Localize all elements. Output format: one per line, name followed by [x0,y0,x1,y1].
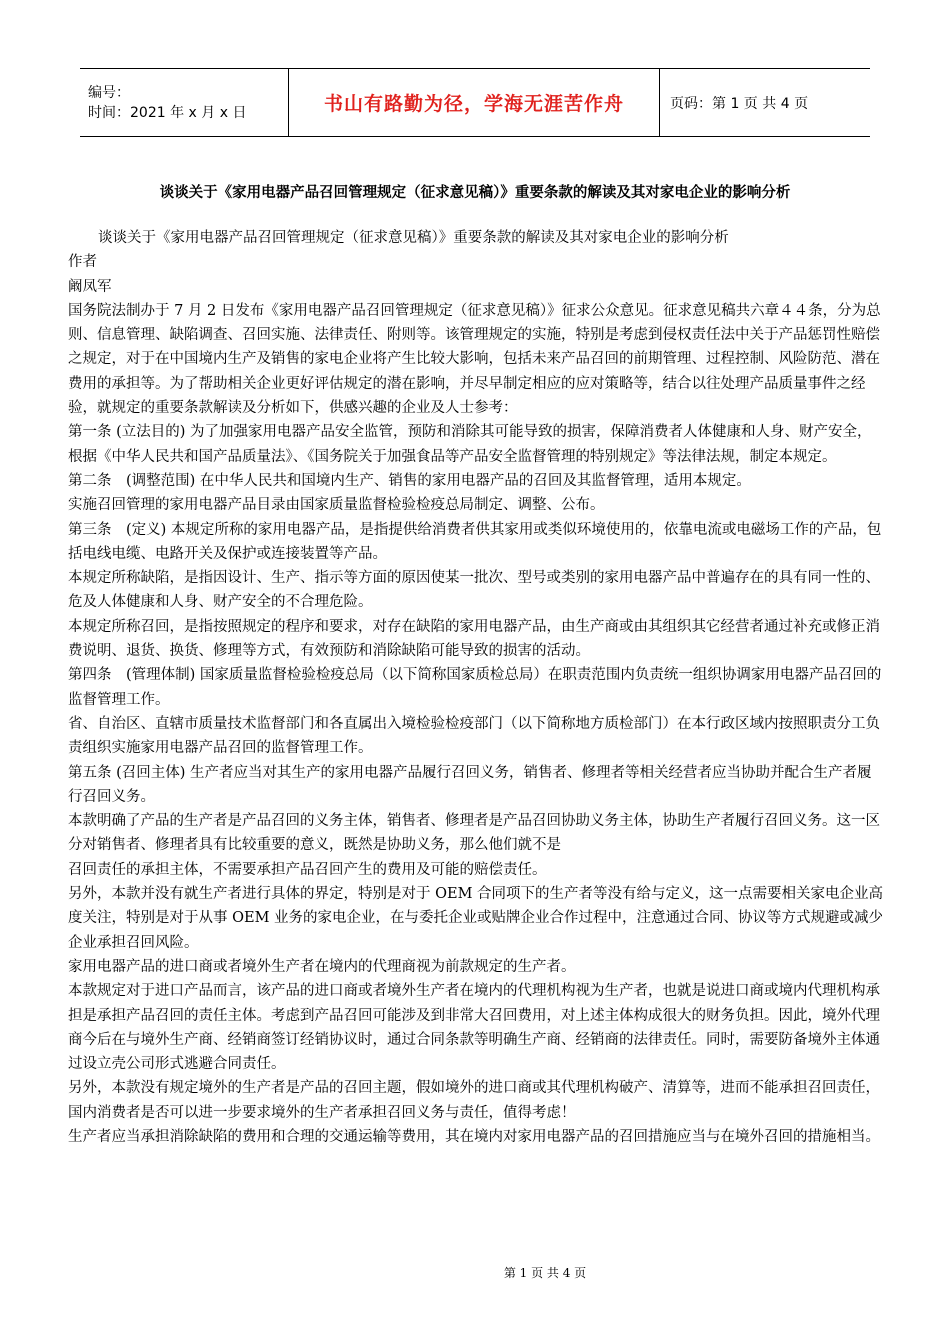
header-page-cell [660,69,870,136]
paragraph: 第五条 (召回主体) 生产者应当对其生产的家用电器产品履行召回义务，销售者、修理者等相关经营者应当协助并配合生产者履行召回义务。 [68,764,872,805]
paragraph: 第一条 (立法目的) 为了加强家用电器产品安全监管，预防和消除其可能导致的损害，保障消费者人体健康和人身、财产安全，根据《中华人民共和国产品质量法》、《国务院关于加强食品等产品安全监督管理的特别规定》等法律法规，制定本规定。 [68,424,872,465]
paragraph: 家用电器产品的进口商或者境外生产者在境内的代理商视为前款规定的生产者。 [68,958,576,975]
document-number-label: 编号： [88,84,130,101]
paragraph: 阚凤军 [68,278,112,295]
paragraph: 本规定所称召回，是指按照规定的程序和要求，对存在缺陷的家用电器产品，由生产商或由其组织其它经营者通过补充或修正消费说明、退货、换货、修理等方式，有效预防和消除缺陷可能导致的损害的活动。 [68,618,880,660]
paragraph: 本规定所称缺陷，是指因设计、生产、指示等方面的原因使某一批次、型号或类别的家用电器产品中普遍存在的具有同一性的、危及人体健康和人身、财产安全的不合理危险。 [68,570,880,611]
paragraph: 作者 [68,254,97,271]
header-meta [80,69,289,136]
page-number-label: 页码：第 1 页 共 4 页 [670,95,809,112]
paragraph: 实施召回管理的家用电器产品目录由国家质量监督检验检疫总局制定、调整、公布。 [68,497,605,514]
paragraph: 第二条 (调整范围) 在中华人民共和国境内生产、销售的家用电器产品的召回及其监督管理，适用本规定。 [68,472,751,489]
document-time-label: 时间：2021 年 x 月 x 日 [88,104,247,121]
paragraph: 第四条 (管理体制) 国家质量监督检验检疫总局（以下简称国家质检总局）在职责范围内负责统一组织协调家用电器产品召回的监督管理工作。 [68,667,882,708]
paragraph: 谈谈关于《家用电器产品召回管理规定（征求意见稿）》重要条款的解读及其对家电企业的影响分析 [98,230,729,246]
paragraph: 省、自治区、直辖市质量技术监督部门和各直属出入境检验检疫部门（以下简称地方质检部门）在本行政区域内按照职责分工负责组织实施家用电器产品召回的监督管理工作。 [68,715,880,757]
page-footer: 第 1 页 共 4 页 [503,1266,587,1280]
paragraph: 生产者应当承担消除缺陷的费用和合理的交通运输等费用，其在境内对家用电器产品的召回措施应当与在境外召回的措施相当。 [68,1128,880,1145]
page-header [80,68,870,137]
document-title: 谈谈关于《家用电器产品召回管理规定（征求意见稿）》重要条款的解读及其对家电企业的影响分析 [159,184,791,201]
paragraph: 国务院法制办于 7 月 2 日发布《家用电器产品召回管理规定（征求意见稿）》征求公众意见。征求意见稿共六章４４条，分为总则、信息管理、缺陷调查、召回实施、法律责任、附则等。该管理规定的实施，特别是考虑到侵权责任法中关于产品惩罚性赔偿之规定，对于在中国境内生产及销售的家电企业将产生比较大影响，包括未来产品召回的前期管理、过程控制、风险防范、潜在费用的承担等。为了帮助相关企业更好评估规定的潜在影响，并尽早制定相应的应对策略等，结合以往处理产品质量事件之经验，就规定的重要条款解读及分析如下，供感兴趣的企业及人士参考： [68,302,881,417]
paragraph: 召回责任的承担主体，不需要承担产品召回产生的费用及可能的赔偿责任。 [68,861,547,878]
header-motto-cell [289,69,660,136]
paragraph: 另外，本款没有规定境外的生产者是产品的召回主题，假如境外的进口商或其代理机构破产、清算等，进而不能承担召回责任，国内消费者是否可以进一步要求境外的生产者承担召回义务与责任，值得考虑！ [68,1080,880,1121]
paragraph: 本款规定对于进口产品而言，该产品的进口商或者境外生产者在境内的代理机构视为生产者，也就是说进口商或境内代理机构承担是承担产品召回的责任主体。考虑到产品召回可能涉及到非常大召回费用，对上述主体构成很大的财务负担。因此，境外代理商今后在与境外生产商、经销商签订经销协议时，通过合同条款等明确生产商、经销商的法律责任。同时，需要防备境外主体通过设立壳公司形式逃避合同责任。 [68,983,880,1073]
paragraph: 第三条 (定义) 本规定所称的家用电器产品，是指提供给消费者供其家用或类似环境使用的，依靠电流或电磁场工作的产品，包括电线电缆、电路开关及保护或连接装置等产品。 [68,521,882,562]
paragraph: 另外，本款并没有就生产者进行具体的界定，特别是对于 OEM 合同项下的生产者等没有给与定义，这一点需要相关家电企业高度关注，特别是对于从事 OEM 业务的家电企业，在与委托企业或贴牌企业合作过程中，注意通过合同、协议等方式规避或减少企业承担召回风险。 [68,886,884,951]
paragraph: 本款明确了产品的生产者是产品召回的义务主体，销售者、修理者是产品召回协助义务主体，协助生产者履行召回义务。这一区分对销售者、修理者具有比较重要的意义，既然是协助义务，那么他们就不是 [68,813,880,854]
motto-text: 书山有路勤为径，学海无涯苦作舟 [323,93,624,115]
document-body [68,226,884,1149]
